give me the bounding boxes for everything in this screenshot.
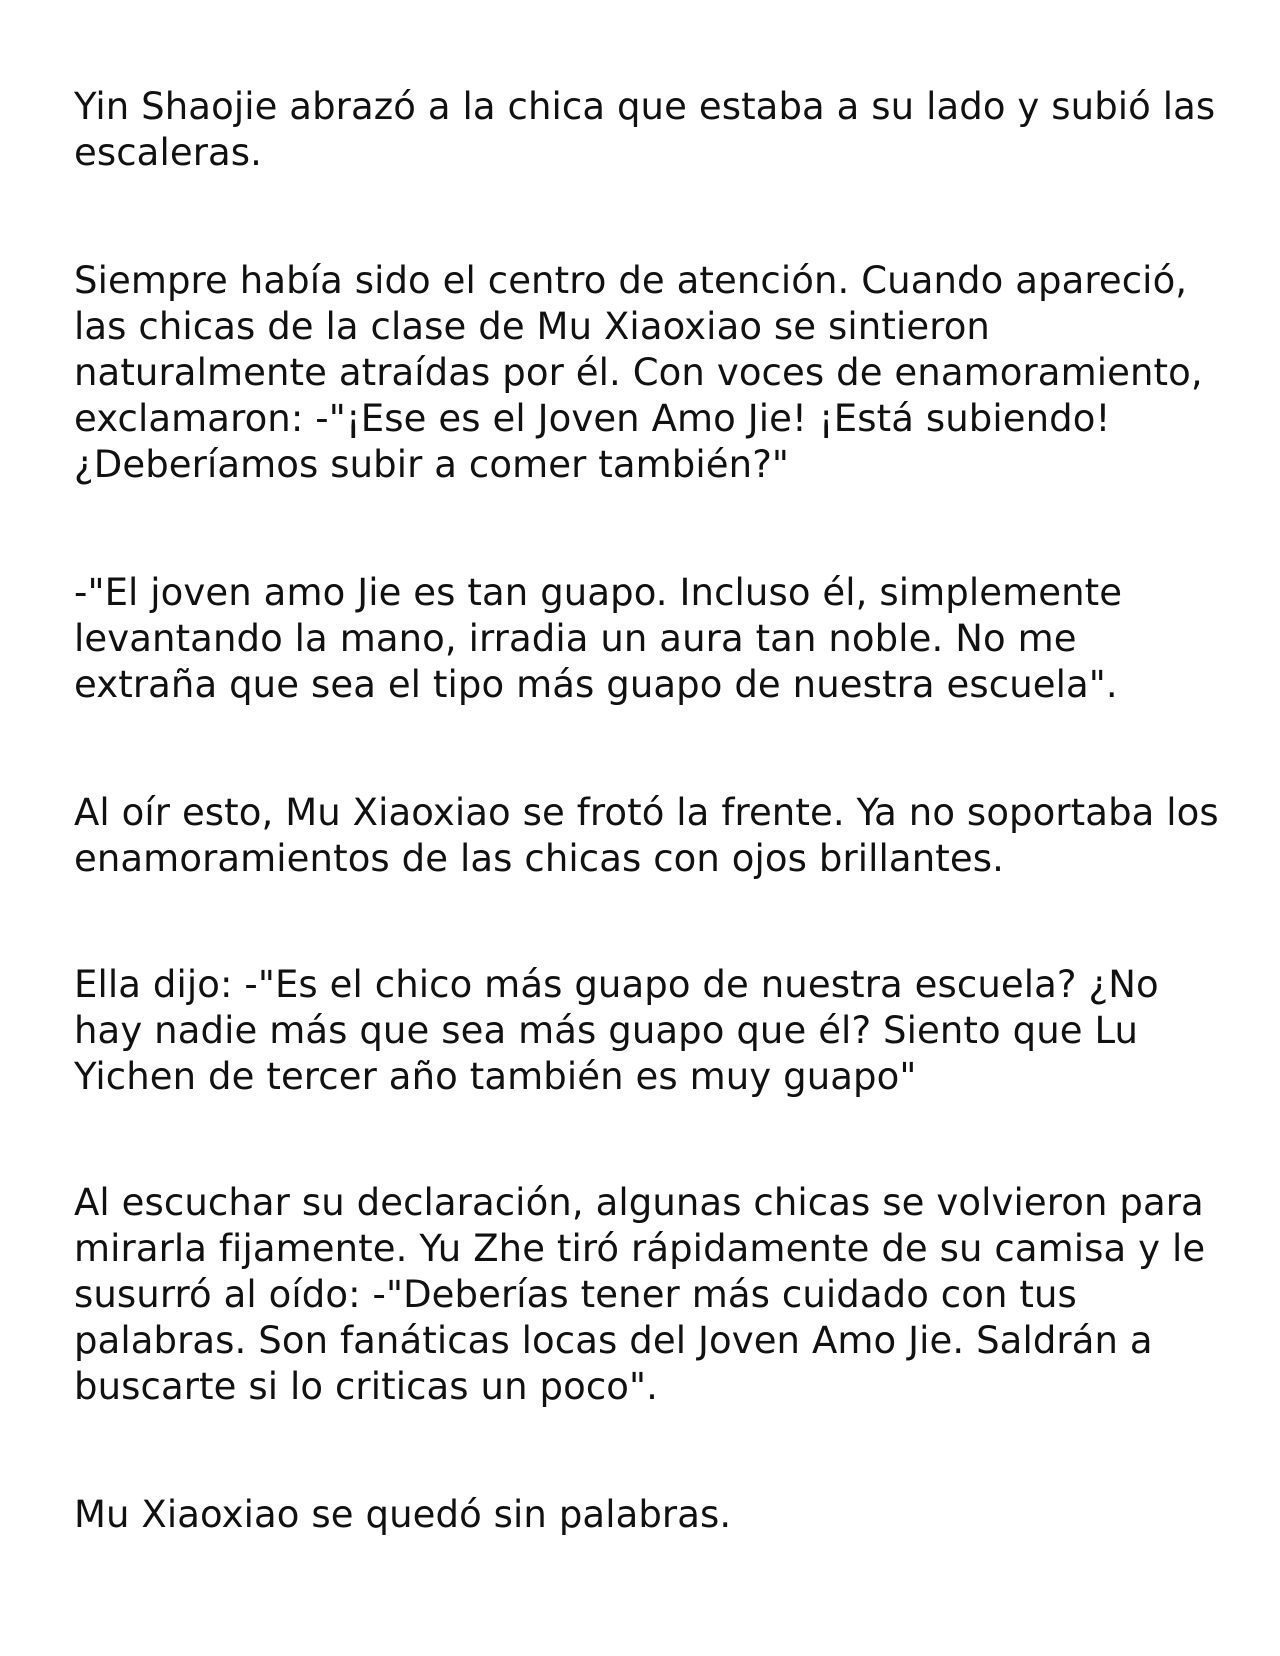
- paragraph-6: Al escuchar su declaración, algunas chicas se volvieron para mirarla fijamente. Yu Zhe tiró rápidamente de su camisa y le susurró al oído: -"Deberías tener más cuidado con tus palabras. Son fanáticas locas del Joven Amo Jie. Saldrán a buscarte si lo criticas un poco".: [74, 1181, 1206, 1408]
- paragraph-2: Siempre había sido el centro de atención. Cuando apareció, las chicas de la clase de Mu Xiaoxiao se sintieron naturalmente atraídas por él. Con voces de enamoramiento, exclamaron: -"¡Ese es el Joven Amo Jie! ¡Está subiendo! ¿Deberíamos subir a comer también?": [74, 259, 1203, 486]
- paragraph-4: Al oír esto, Mu Xiaoxiao se frotó la frente. Ya no soportaba los enamoramientos de las chicas con ojos brillantes.: [74, 791, 1219, 880]
- paragraph-1: Yin Shaojie abrazó a la chica que estaba a su lado y subió las escaleras.: [74, 85, 1216, 174]
- paragraph-7: Mu Xiaoxiao se quedó sin palabras.: [74, 1493, 732, 1536]
- paragraph-3: -"El joven amo Jie es tan guapo. Incluso él, simplemente levantando la mano, irradia un aura tan noble. No me extraña que sea el tipo más guapo de nuestra escuela".: [74, 571, 1123, 706]
- paragraph-5: Ella dijo: -"Es el chico más guapo de nuestra escuela? ¿No hay nadie más que sea más guapo que él? Siento que Lu Yichen de tercer año también es muy guapo": [74, 963, 1159, 1098]
